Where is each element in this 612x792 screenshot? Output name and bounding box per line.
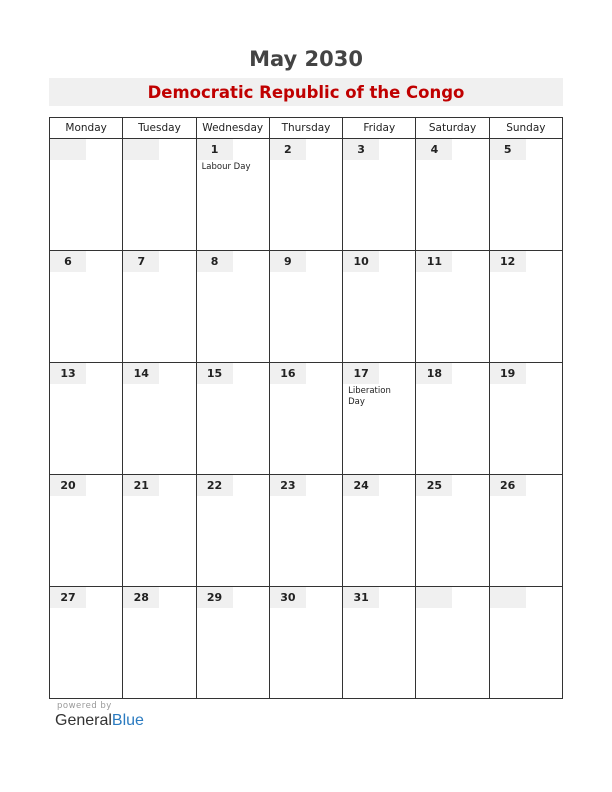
day-cell bbox=[196, 251, 269, 363]
calendar-body bbox=[50, 139, 563, 699]
day-number: 12 bbox=[500, 255, 516, 268]
day-cell bbox=[489, 587, 562, 699]
day-number: 27 bbox=[60, 591, 76, 604]
day-cell bbox=[269, 363, 342, 475]
day-cell bbox=[123, 251, 196, 363]
day-number: 20 bbox=[60, 479, 76, 492]
day-cell bbox=[123, 363, 196, 475]
day-cell bbox=[269, 587, 342, 699]
brand-logo bbox=[55, 712, 144, 730]
day-cell bbox=[416, 363, 489, 475]
weekday-monday: Monday bbox=[50, 118, 123, 139]
calendar-grid bbox=[49, 117, 563, 699]
day-cell bbox=[343, 587, 416, 699]
week-row bbox=[50, 475, 563, 587]
day-number: 15 bbox=[206, 367, 223, 380]
brand-blue: Blue bbox=[111, 712, 144, 729]
day-number: 5 bbox=[503, 143, 512, 156]
weekday-friday: Friday bbox=[343, 118, 416, 139]
day-number: 3 bbox=[357, 143, 365, 156]
week-row bbox=[50, 139, 563, 251]
day-cell bbox=[50, 363, 123, 475]
day-cell bbox=[489, 475, 562, 587]
day-number: 31 bbox=[353, 591, 369, 604]
day-cell bbox=[196, 363, 269, 475]
day-number: 6 bbox=[64, 255, 72, 268]
day-number-box bbox=[123, 139, 159, 160]
day-number: 13 bbox=[60, 367, 76, 380]
page-title: May 2030 bbox=[249, 47, 363, 71]
day-number: 11 bbox=[426, 255, 443, 268]
day-number: 2 bbox=[284, 143, 292, 156]
day-number: 8 bbox=[210, 255, 219, 268]
day-number-box bbox=[50, 139, 86, 160]
weekday-wednesday: Wednesday bbox=[196, 118, 269, 139]
day-number: 7 bbox=[137, 255, 146, 268]
day-cell bbox=[50, 587, 123, 699]
day-cell bbox=[269, 475, 342, 587]
day-cell bbox=[416, 139, 489, 251]
day-number: 21 bbox=[133, 479, 149, 492]
weekday-saturday: Saturday bbox=[416, 118, 489, 139]
day-number: 29 bbox=[206, 591, 223, 604]
day-number: 10 bbox=[353, 255, 369, 268]
day-number: 26 bbox=[500, 479, 516, 492]
day-number: 16 bbox=[280, 367, 296, 380]
day-cell bbox=[196, 475, 269, 587]
day-cell bbox=[196, 139, 269, 251]
day-number: 4 bbox=[430, 143, 439, 156]
day-cell bbox=[416, 475, 489, 587]
week-row bbox=[50, 363, 563, 475]
day-number: 1 bbox=[210, 143, 219, 156]
day-cell bbox=[50, 475, 123, 587]
weekday-sunday: Sunday bbox=[489, 118, 562, 139]
day-cell bbox=[343, 475, 416, 587]
day-number: 28 bbox=[133, 591, 149, 604]
day-cell bbox=[123, 587, 196, 699]
day-number: 17 bbox=[353, 367, 369, 380]
day-number: 14 bbox=[133, 367, 149, 380]
week-row bbox=[50, 587, 563, 699]
day-number: 23 bbox=[280, 479, 296, 492]
powered-by-text: powered by bbox=[57, 701, 112, 711]
day-cell bbox=[489, 139, 562, 251]
country-name: Democratic Republic of the Congo bbox=[49, 78, 563, 106]
day-cell bbox=[269, 139, 342, 251]
weekday-thursday: Thursday bbox=[269, 118, 342, 139]
day-cell bbox=[196, 587, 269, 699]
day-number: 9 bbox=[284, 255, 292, 268]
day-number: 30 bbox=[280, 591, 296, 604]
day-cell bbox=[50, 251, 123, 363]
day-cell bbox=[489, 363, 562, 475]
day-cell bbox=[416, 251, 489, 363]
day-cell bbox=[343, 139, 416, 251]
day-number: 19 bbox=[500, 367, 516, 380]
day-cell bbox=[489, 251, 562, 363]
day-number: 18 bbox=[426, 367, 443, 380]
day-cell bbox=[123, 475, 196, 587]
day-cell bbox=[416, 587, 489, 699]
day-number-box bbox=[490, 587, 526, 608]
day-number: 25 bbox=[426, 479, 443, 492]
week-row bbox=[50, 251, 563, 363]
day-number-box bbox=[416, 587, 452, 608]
holiday-label: Liberation Day bbox=[348, 386, 391, 407]
holiday-label: Labour Day bbox=[201, 162, 251, 172]
day-cell bbox=[123, 139, 196, 251]
day-cell bbox=[269, 251, 342, 363]
brand-general: General bbox=[55, 712, 112, 729]
weekday-header-row bbox=[50, 118, 563, 139]
day-cell bbox=[343, 251, 416, 363]
day-cell bbox=[343, 363, 416, 475]
day-cell bbox=[50, 139, 123, 251]
day-number: 22 bbox=[206, 479, 223, 492]
weekday-tuesday: Tuesday bbox=[123, 118, 196, 139]
day-number: 24 bbox=[353, 479, 369, 492]
